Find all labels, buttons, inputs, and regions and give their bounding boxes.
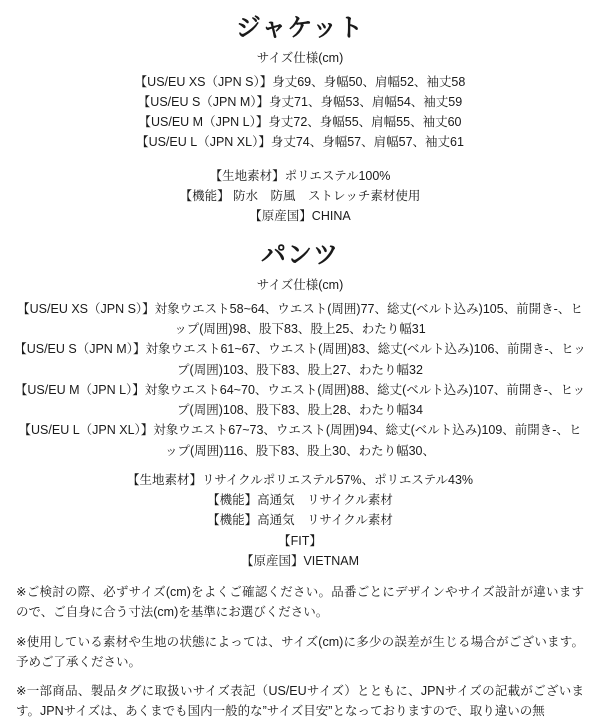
notes-section bbox=[6, 582, 594, 722]
spacer bbox=[6, 226, 594, 235]
spacer bbox=[6, 461, 594, 470]
pants-function: 【機能】高通気 リサイクル素材 bbox=[207, 493, 393, 507]
jacket-size-row: 【US/EU S（JPN M）】身丈71、身幅53、肩幅54、袖丈59 bbox=[137, 94, 463, 109]
jacket-function: 【機能】 防水 防風 ストレッチ素材使用 bbox=[179, 188, 421, 203]
note-item: ※使用している素材や生地の状態によっては、サイズ(cm)に多少の誤差が生じる場合がございます。予めご了承ください。 bbox=[16, 634, 584, 669]
note-item: ※一部商品、製品タグに取扱いサイズ表記（US/EUサイズ）とともに、JPNサイズの記載がございます。JPNサイズは、あくまでも国内一般的な”サイズ目安”となっておりますので、取り違いの無 bbox=[16, 684, 584, 719]
pants-spec-header: サイズ仕様(cm) bbox=[256, 278, 344, 292]
jacket-size-row: 【US/EU L（JPN XL）】身丈74、身幅57、肩幅57、袖丈61 bbox=[136, 135, 464, 150]
pants-fit: 【FIT】 bbox=[278, 533, 322, 548]
pants-function: 【機能】高通気 リサイクル素材 bbox=[207, 513, 393, 528]
jacket-section-title: ジャケット bbox=[235, 14, 365, 42]
jacket-size-row: 【US/EU XS（JPN S）】身丈69、身幅50、肩幅52、袖丈58 bbox=[134, 74, 466, 89]
pants-size-row: 【US/EU S（JPN M）】対象ウエスト61~67、ウエスト(周囲)83、総丈(ベルト込み)106、前開き-、ヒップ(周囲)103、股下83、股上27、わたり幅32 bbox=[14, 342, 586, 377]
pants-size-row: 【US/EU XS（JPN S）】対象ウエスト58~64、ウエスト(周囲)77、総丈(ベルト込み)105、前開き-、ヒップ(周囲)98、股下83、股上25、わたり幅31 bbox=[17, 301, 583, 336]
spacer bbox=[6, 153, 594, 166]
pants-material: 【生地素材】リサイクルポリエステル57%、ポリエステル43% bbox=[126, 472, 474, 487]
pants-size-row: 【US/EU L（JPN XL）】対象ウエスト67~73、ウエスト(周囲)94、総丈(ベルト込み)109、前開き-、ヒップ(周囲)116、股下83、股上30、わたり幅30、 bbox=[18, 423, 582, 458]
jacket-size-row: 【US/EU M（JPN L）】身丈72、身幅55、肩幅55、袖丈60 bbox=[138, 115, 462, 129]
pants-origin: 【原産国】VIETNAM bbox=[240, 553, 360, 568]
jacket-spec-header: サイズ仕様(cm) bbox=[256, 50, 344, 65]
pants-section-title: パンツ bbox=[260, 241, 339, 270]
pants-size-row: 【US/EU M（JPN L）】対象ウエスト64~70、ウエスト(周囲)88、総丈(ベルト込み)107、前開き-、ヒップ(周囲)108、股下83、股上28、わたり幅34 bbox=[14, 382, 586, 417]
note-item: ※ご検討の際、必ずサイズ(cm)をよくご確認ください。品番ごとにデザインやサイズ設計が違いますので、ご自身に合う寸法(cm)を基準にお選びください。 bbox=[16, 585, 584, 620]
jacket-origin: 【原産国】CHINA bbox=[249, 209, 351, 223]
jacket-material: 【生地素材】ポリエステル100% bbox=[209, 168, 391, 183]
